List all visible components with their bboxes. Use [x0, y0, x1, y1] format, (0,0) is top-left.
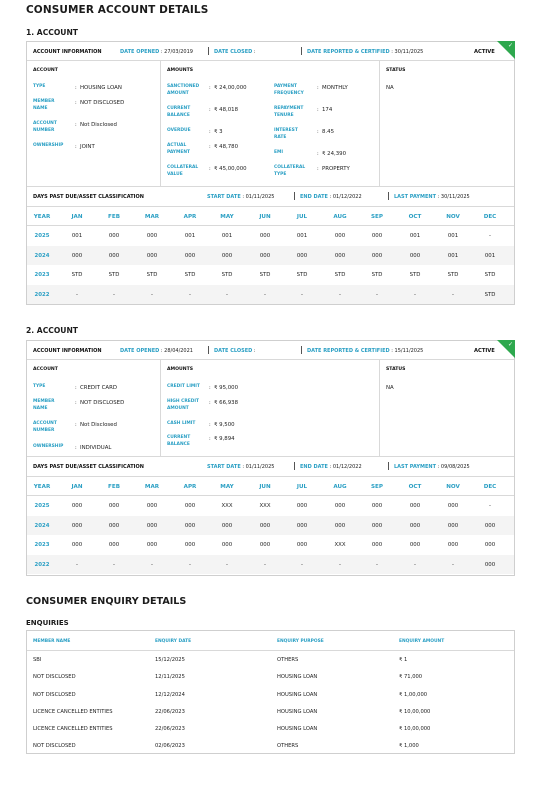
history-cell: -	[489, 503, 491, 509]
history-cell: 000	[71, 542, 83, 548]
enquiry-cell: ₹ 71,000	[399, 674, 423, 681]
account-1-title: 1. ACCOUNT	[26, 28, 78, 37]
history-cell: -	[226, 561, 228, 568]
history-year: 2024	[34, 252, 50, 259]
history-cell: -	[264, 291, 266, 298]
history-cell: 000	[334, 233, 346, 239]
history-cell: 000	[146, 252, 158, 259]
enquiry-cell: ₹ 1	[399, 657, 408, 663]
enquiry-cell: OTHERS	[277, 657, 299, 663]
account-type: CREDIT CARD	[80, 385, 118, 391]
enquiry-cell: SBI	[33, 657, 42, 663]
history-cell: 000	[447, 503, 459, 509]
history-cell: 000	[108, 503, 120, 509]
enquiry-cell: NOT DISCLOSED	[33, 743, 76, 750]
history-cell: STD	[371, 272, 383, 278]
history-cell: 000	[108, 252, 120, 259]
history-cell: 000	[221, 252, 233, 259]
payment-history-table	[27, 207, 514, 304]
date-opened: DATE OPENED : 27/03/2019	[120, 49, 193, 55]
history-cell: -	[376, 561, 378, 568]
history-cell: -	[226, 291, 228, 298]
enquiry-cell: HOUSING LOAN	[277, 708, 318, 715]
history-cell: STD	[409, 272, 421, 278]
history-row	[27, 265, 514, 285]
history-cell: 000	[484, 542, 496, 548]
history-cell: -	[264, 561, 266, 568]
checkmark-icon: ✓	[497, 340, 515, 358]
history-header-cell: YEAR	[33, 484, 51, 490]
history-cell: 000	[371, 542, 383, 548]
history-header-cell: JUN	[259, 484, 271, 490]
history-cell: -	[414, 291, 416, 298]
account-1-card	[26, 41, 515, 305]
history-cell: 000	[71, 522, 83, 529]
history-header-cell: JUL	[296, 484, 308, 490]
payment-history-table	[27, 477, 514, 574]
enquiry-header-cell: ENQUIRY PURPOSE	[277, 639, 324, 644]
history-cell: 000	[447, 542, 459, 548]
history-cell: -	[189, 291, 191, 298]
history-cell: 001	[409, 233, 421, 239]
enquiry-cell: HOUSING LOAN	[277, 674, 318, 681]
history-cell: -	[76, 561, 78, 568]
history-year: 2023	[34, 542, 50, 548]
history-cell: -	[151, 561, 153, 568]
account-2-header: ACCOUNT INFORMATION DATE OPENED : 28/04/2021 DATE CLOSED : DATE REPORTED & CERTIFIED : 15/11/2025 ACTIVE ✓	[27, 341, 514, 360]
history-cell: 000	[221, 542, 233, 548]
history-header-cell: YEAR	[33, 214, 51, 220]
enquiries-subtitle: ENQUIRIES	[26, 619, 69, 627]
history-cell: 000	[296, 522, 308, 529]
status-column: STATUS NA	[386, 367, 406, 391]
history-cell: -	[301, 291, 303, 298]
history-header-row	[27, 477, 514, 496]
enquiry-cell: LICENCE CANCELLED ENTITIES	[33, 726, 113, 733]
enquiry-cell: NOT DISCLOSED	[33, 691, 76, 698]
history-cell: -	[414, 561, 416, 568]
history-cell: -	[452, 291, 454, 298]
history-cell: 000	[334, 503, 346, 509]
history-header-cell: AUG	[333, 214, 347, 220]
account-column: ACCOUNT TYPE : HOUSING LOAN MEMBER NAME : NOT DISCLOSED ACCOUNT NUMBER : Not Disclosed OWNERSHIP : JOINT	[27, 61, 161, 186]
history-cell: 000	[259, 233, 271, 239]
history-header-cell: JAN	[71, 484, 83, 490]
enquiry-row	[27, 651, 514, 668]
history-cell: 000	[146, 522, 158, 529]
history-year: 2024	[34, 522, 50, 529]
history-cell: 000	[184, 522, 196, 529]
history-cell: 000	[71, 503, 83, 509]
enquiry-header-cell: ENQUIRY DATE	[155, 639, 192, 644]
status-value: NA	[386, 85, 394, 91]
history-cell: 000	[108, 542, 120, 548]
history-cell: 000	[259, 252, 271, 259]
history-header-cell: DEC	[483, 214, 497, 220]
history-cell: 000	[296, 542, 308, 548]
history-cell: -	[113, 291, 115, 298]
history-cell: 000	[184, 252, 196, 259]
history-cell: STD	[71, 272, 83, 278]
dpd-header: DAYS PAST DUE/ASSET CLASSIFICATION START DATE : 01/11/2025 END DATE : 01/12/2022 LAST PAYMENT : 09/08/2025	[27, 457, 514, 477]
history-cell: -	[339, 561, 341, 568]
history-header-cell: APR	[183, 214, 197, 220]
history-header-cell: FEB	[108, 484, 120, 490]
enquiry-row	[27, 720, 514, 737]
history-cell: 000	[184, 503, 196, 509]
history-cell: 000	[296, 503, 308, 509]
history-header-cell: MAR	[144, 484, 160, 490]
account-number: Not Disclosed	[80, 422, 117, 428]
history-cell: -	[452, 561, 454, 568]
history-header-cell: JUL	[296, 214, 308, 220]
history-cell: 000	[146, 233, 158, 239]
page-title: CONSUMER ACCOUNT DETAILS	[26, 4, 209, 16]
enquiry-row	[27, 737, 514, 754]
history-cell: 000	[371, 233, 383, 239]
history-cell: 000	[371, 252, 383, 259]
ownership: INDIVIDUAL	[80, 445, 112, 451]
history-cell: 000	[334, 522, 346, 529]
enquiry-header-cell: ENQUIRY AMOUNT	[399, 639, 445, 644]
date-reported: DATE REPORTED & CERTIFIED : 30/11/2025	[307, 49, 424, 55]
history-cell: 000	[184, 542, 196, 548]
history-cell: 001	[296, 233, 308, 239]
history-row	[27, 555, 514, 575]
history-cell: 000	[108, 233, 120, 239]
status-badge: ACTIVE	[474, 49, 495, 55]
history-row	[27, 285, 514, 305]
amounts-column: AMOUNTS CREDIT LIMIT : ₹ 95,000 HIGH CREDIT AMOUNT : ₹ 66,938 CASH LIMIT : ₹ 9,500 CURRENT BALANCE : ₹ 9,894	[161, 360, 380, 456]
account-1-header	[27, 42, 514, 61]
history-cell: 000	[146, 542, 158, 548]
history-row	[27, 535, 514, 555]
account-type: HOUSING LOAN	[80, 85, 122, 91]
account-1-details	[27, 61, 514, 187]
enquiry-section-title: CONSUMER ENQUIRY DETAILS	[26, 596, 187, 607]
enquiry-cell: HOUSING LOAN	[277, 726, 318, 733]
enquiry-cell: 22/06/2023	[155, 708, 185, 715]
history-cell: STD	[108, 272, 120, 278]
history-cell: 001	[484, 252, 496, 259]
account-info-label: ACCOUNT INFORMATION	[33, 49, 102, 55]
history-cell: -	[339, 291, 341, 298]
enquiry-cell: ₹ 1,00,000	[399, 691, 428, 698]
date-closed: DATE CLOSED :	[214, 348, 256, 354]
history-cell: STD	[334, 272, 346, 278]
history-cell: 000	[108, 522, 120, 529]
history-cell: STD	[484, 272, 496, 278]
member-name: NOT DISCLOSED	[80, 400, 125, 406]
history-header-cell: OCT	[408, 484, 422, 490]
history-cell: 000	[484, 522, 496, 529]
history-year: 2023	[34, 272, 50, 278]
enquiry-cell: NOT DISCLOSED	[33, 674, 76, 681]
account-number: Not Disclosed	[80, 122, 117, 128]
history-header-cell: NOV	[446, 484, 460, 490]
history-header-cell: AUG	[333, 484, 347, 490]
history-cell: -	[376, 291, 378, 298]
date-reported: DATE REPORTED & CERTIFIED : 15/11/2025	[307, 348, 424, 354]
history-row	[27, 516, 514, 536]
history-cell: 001	[447, 252, 459, 259]
enquiry-cell: 02/06/2023	[155, 743, 185, 750]
enquiry-cell: 12/11/2025	[155, 674, 185, 681]
history-cell: STD	[221, 272, 233, 278]
history-cell: 000	[296, 252, 308, 259]
history-cell: 000	[334, 252, 346, 259]
history-cell: XXX	[259, 503, 271, 509]
history-cell: XXX	[221, 503, 233, 509]
history-header-cell: OCT	[408, 214, 422, 220]
history-row	[27, 496, 514, 516]
enquiry-cell: 12/12/2024	[155, 691, 185, 698]
history-row	[27, 246, 514, 266]
history-cell: 000	[447, 522, 459, 529]
account-column: ACCOUNT TYPE : CREDIT CARD MEMBER NAME : NOT DISCLOSED ACCOUNT NUMBER : Not Disclosed OWNERSHIP : INDIVIDUAL	[27, 360, 161, 456]
history-header-cell: SEP	[371, 214, 383, 220]
history-cell: 000	[221, 522, 233, 529]
history-cell: 000	[259, 522, 271, 529]
history-year: 2025	[34, 233, 50, 239]
history-cell: 000	[409, 522, 421, 529]
enquiry-cell: OTHERS	[277, 743, 299, 750]
history-cell: 001	[221, 233, 233, 239]
history-cell: XXX	[334, 542, 346, 548]
history-header-cell: NOV	[446, 214, 460, 220]
history-cell: STD	[184, 272, 196, 278]
history-header-cell: JAN	[71, 214, 83, 220]
history-cell: 000	[371, 503, 383, 509]
account-2-title: 2. ACCOUNT	[26, 326, 78, 335]
enquiry-cell: 22/06/2023	[155, 726, 185, 733]
status-column: STATUS NA	[386, 68, 406, 91]
history-cell: -	[76, 291, 78, 298]
enquiry-cell: LICENCE CANCELLED ENTITIES	[33, 708, 113, 715]
history-cell: 000	[146, 503, 158, 509]
enquiry-header-cell: MEMBER NAME	[33, 639, 71, 644]
history-header-cell: JUN	[259, 214, 271, 220]
history-header-cell: SEP	[371, 484, 383, 490]
history-cell: -	[489, 233, 491, 239]
ownership: JOINT	[80, 144, 95, 150]
history-year: 2022	[34, 561, 50, 568]
history-cell: 000	[484, 561, 496, 568]
history-year: 2022	[34, 291, 50, 298]
history-cell: -	[189, 561, 191, 568]
history-cell: -	[113, 561, 115, 568]
history-header-row	[27, 207, 514, 226]
member-name: NOT DISCLOSED	[80, 100, 125, 106]
enquiry-row	[27, 686, 514, 703]
history-cell: 000	[259, 542, 271, 548]
amounts-column: AMOUNTS SANCTIONED AMOUNT : ₹ 24,00,000 CURRENT BALANCE : ₹ 48,018 OVERDUE : ₹ 3 ACTUAL PAYMENT : ₹ 48,780 COLLATERAL VALUE : ₹ 45,00,000 PAYMENT FREQUENCY : MONTHLY REPAYMENT TENURE : 174 INTEREST RATE : 8.45 EMI : ₹ 24,390 COLLATERAL TYPE : PROPERTY	[161, 61, 380, 186]
enquiry-row	[27, 703, 514, 720]
account-2-details	[27, 360, 514, 457]
enquiry-cell: ₹ 10,00,000	[399, 726, 431, 733]
status-badge: ACTIVE	[474, 348, 495, 354]
history-row	[27, 226, 514, 246]
history-cell: STD	[146, 272, 158, 278]
enquiry-header-row	[27, 631, 514, 651]
date-opened: DATE OPENED : 28/04/2021	[120, 348, 193, 354]
history-header-cell: APR	[183, 484, 197, 490]
enquiry-cell: 15/12/2025	[155, 657, 185, 663]
history-cell: STD	[484, 291, 496, 298]
date-closed: DATE CLOSED :	[214, 49, 256, 55]
enquiry-row	[27, 668, 514, 685]
enquiry-cell: HOUSING LOAN	[277, 691, 318, 698]
history-cell: STD	[447, 272, 459, 278]
enquiry-table	[26, 630, 515, 754]
history-cell: 000	[71, 252, 83, 259]
history-cell: 000	[409, 252, 421, 259]
enquiry-cell: ₹ 10,00,000	[399, 708, 431, 715]
history-header-cell: FEB	[108, 214, 120, 220]
history-header-cell: MAR	[144, 214, 160, 220]
history-cell: 000	[409, 542, 421, 548]
history-cell: STD	[296, 272, 308, 278]
history-header-cell: MAY	[220, 214, 234, 220]
status-value: NA	[386, 385, 394, 391]
history-cell: 001	[184, 233, 196, 239]
dpd-header: DAYS PAST DUE/ASSET CLASSIFICATION START DATE : 01/11/2025 END DATE : 01/12/2022 LAST PAYMENT : 30/11/2025	[27, 187, 514, 207]
account-2-card	[26, 340, 515, 576]
history-header-cell: DEC	[483, 484, 497, 490]
checkmark-icon: ✓	[497, 41, 515, 59]
enquiry-cell: ₹ 1,000	[399, 743, 419, 750]
history-cell: 001	[447, 233, 459, 239]
history-cell: 000	[371, 522, 383, 529]
history-cell: 000	[409, 503, 421, 509]
history-cell: -	[301, 561, 303, 568]
history-cell: -	[151, 291, 153, 298]
history-cell: STD	[259, 272, 271, 278]
history-cell: 001	[71, 233, 83, 239]
history-year: 2025	[34, 503, 50, 509]
history-header-cell: MAY	[220, 484, 234, 490]
